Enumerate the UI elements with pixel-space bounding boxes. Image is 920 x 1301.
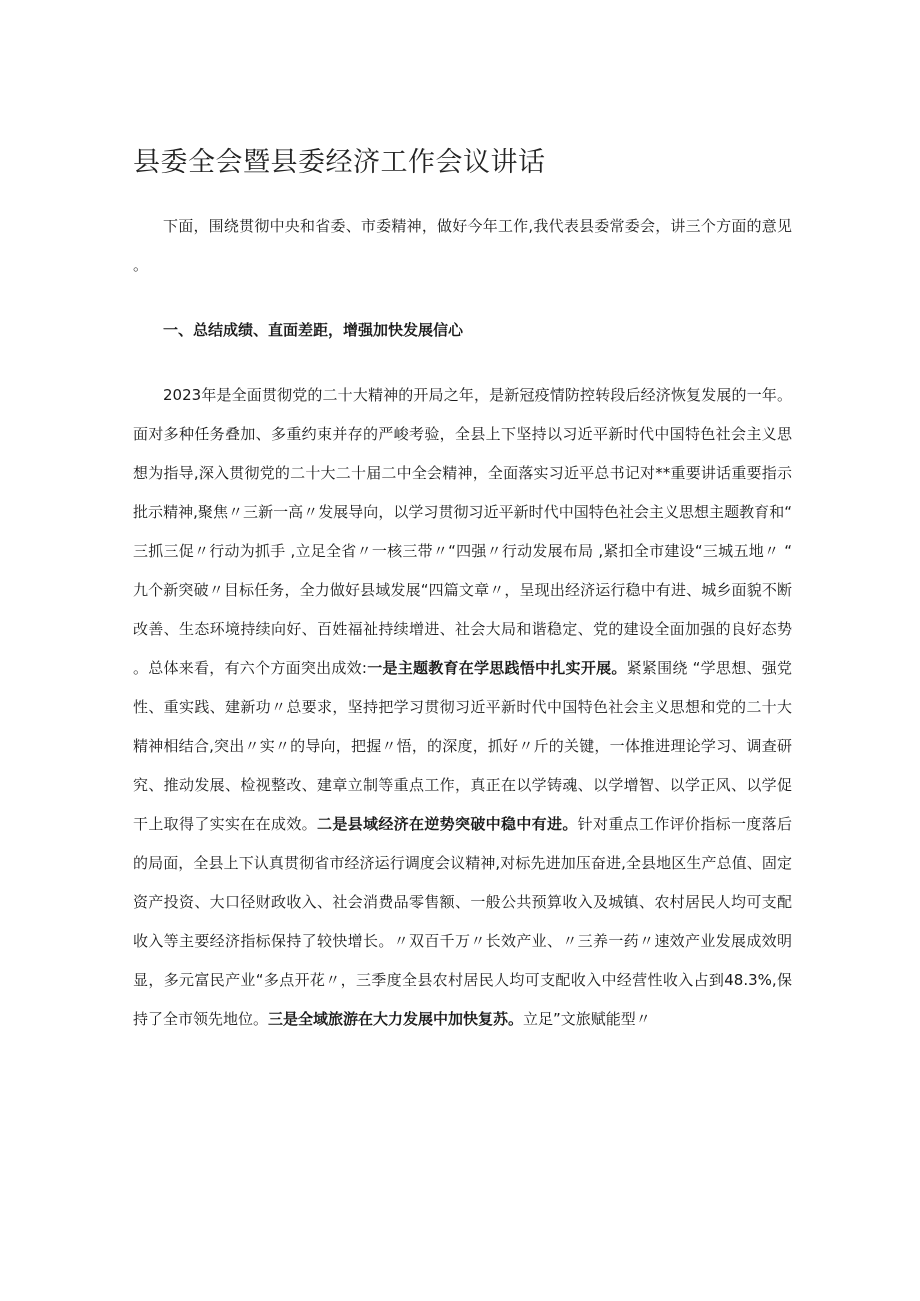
intro-paragraph: 下面，围绕贯彻中央和省委、市委精神，做好今年工作,我代表县委常委会，讲三个方面的意见。	[133, 217, 792, 274]
highlight-point-2: 二是县域经济在逆势突破中稳中有进。	[317, 815, 578, 833]
document-body	[133, 207, 792, 1039]
highlight-point-3: 三是全域旅游在大力发展中加快复苏。	[268, 1010, 524, 1028]
body-text-segment: 立足”文旅赋能型〃	[523, 1010, 651, 1028]
body-text-segment: 2023年是全面贯彻党的二十大精神的开局之年，是新冠疫情防控转段后经济恢复发展的一年。面对多种任务叠加、多重约束并存的严峻考验，全县上下坚持以习近平新时代中国特色社会主义思想为指导,深入贯彻党的二十大二十届二中全会精神，全面落实习近平总书记对**重要讲话重要指示批示精神,聚焦〃三新一高〃发展导向，以学习贯彻习近平新时代中国特色社会主义思想主题教育和“三抓三促〃行动为抓手 ,立足全省〃一核三带〃“四强〃行动发展布局 ,紧扣全市建设“三城五地〃 “九个新突破〃目标任务，全力做好县域发展“四篇文章〃，呈现出经济运行稳中有进、城乡面貌不断改善、生态环境持续向好、百姓福祉持续增进、社会大局和谐稳定、党的建设全面加强的良好态势。总体来看，有六个方面突出成效:	[133, 386, 792, 677]
body-text-segment: 针对重点工作评价指标一度落后的局面，全县上下认真贯彻省市经济运行调度会议精神,对标先进加压奋进,全县地区生产总值、固定资产投资、大口径财政收入、社会消费品零售额、一般公共预算收入及城镇、农村居民人均可支配收入等主要经济指标保持了较快增长。〃双百千万〃长效产业、〃三养一药〃速效产业发展成效明显，多元富民产业“多点开花〃，三季度全县农村居民人均可支配收入中经营性收入占到48.3%,保持了全市领先地位。	[133, 815, 792, 1028]
highlight-point-1: 一是主题教育在学思践悟中扎实开展。	[366, 659, 627, 677]
section-heading-1: 一、总结成绩、直面差距，增强加快发展信心	[163, 321, 464, 339]
body-paragraph-1	[133, 376, 792, 1039]
page-title: 县委全会暨县委经济工作会议讲话	[133, 147, 546, 178]
body-text-segment: 紧紧围绕 “学思想、强党性、重实践、建新功〃总要求，坚持把学习贯彻习近平新时代中国特色社会主义思想和党的二十大精神相结合,突出〃实〃的导向，把握〃悟，的深度，抓好〃斤的关键，一体推进理论学习、调查研究、推动发展、检视整改、建章立制等重点工作，真正在以学铸魂、以学增智、以学正风、以学促干上取得了实实在在成效。	[133, 659, 792, 833]
